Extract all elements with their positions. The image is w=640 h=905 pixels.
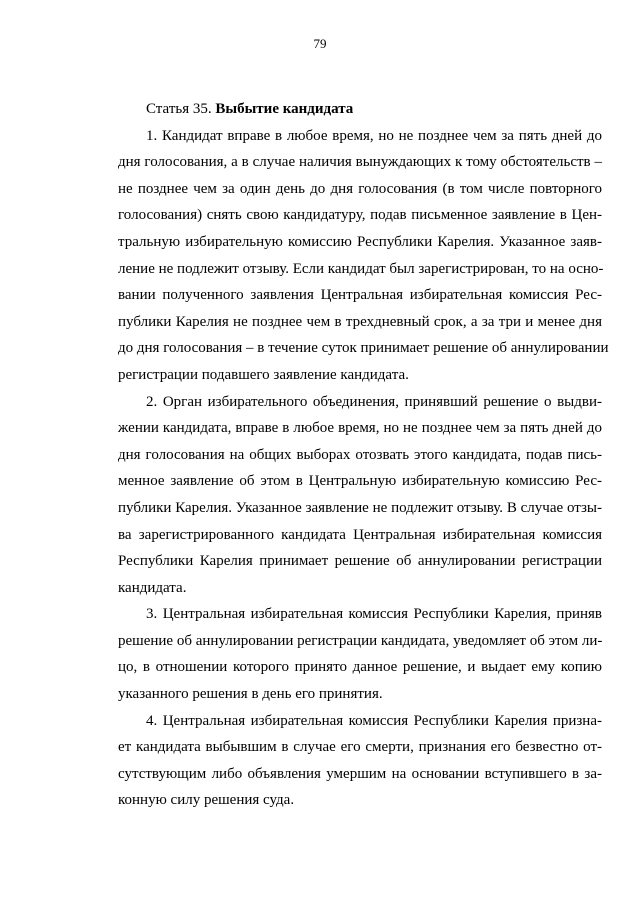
text-line: регистрации подавшего заявление кандидата. xyxy=(118,366,409,383)
text-line: цо, в отношении которого принято данное решение, и выдает ему копию xyxy=(118,659,602,676)
article-title: Выбытие кандидата xyxy=(215,101,354,117)
paragraphs xyxy=(118,123,609,814)
text-line: жении кандидата, вправе в любое время, но не позднее чем за пять дней до xyxy=(118,420,602,437)
text-line: до дня голосования – в течение суток принимает решение об аннулировании xyxy=(118,340,609,357)
text-line: конную силу решения суда. xyxy=(118,792,295,809)
article-label: Статья 35. xyxy=(146,101,212,117)
text-line: 1. Кандидат вправе в любое время, но не позднее чем за пять дней до xyxy=(146,127,602,144)
text-line: вании полученного заявления Центральная избирательная комиссия Рес- xyxy=(118,287,602,304)
paragraph-3 xyxy=(118,601,602,707)
text-line: Республики Карелия принимает решение об аннулировании регистрации xyxy=(118,553,602,570)
text-line: публики Карелия. Указанное заявление не подлежит отзыву. В случае отзы- xyxy=(118,499,602,516)
text-line: кандидата. xyxy=(118,579,187,596)
text-line: дня голосования, а в случае наличия вынуждающих к тому обстоятельств – xyxy=(118,154,602,171)
text-line: не позднее чем за один день до дня голосования (в том числе повторного xyxy=(118,180,602,197)
text-line: решение об аннулировании регистрации кандидата, уведомляет об этом ли- xyxy=(118,632,603,649)
text-line: менное заявление об этом в Центральную избирательную комиссию Рес- xyxy=(118,473,602,490)
text-line: ва зарегистрированного кандидата Центральная избирательная комиссия xyxy=(118,526,602,543)
text-line: публики Карелия не позднее чем в трехдневный срок, а за три и менее дня xyxy=(118,313,602,330)
text-line: сутствующим либо объявления умершим на основании вступившего в за- xyxy=(118,765,602,782)
text-line: дня голосования на общих выборах отозвать этого кандидата, подав пись- xyxy=(118,446,602,463)
text-line: тральную избирательную комиссию Республики Карелия. Указанное заяв- xyxy=(118,233,602,250)
paragraph-1 xyxy=(118,123,609,389)
text-line: 3. Центральная избирательная комиссия Республики Карелия, приняв xyxy=(146,606,602,623)
document-body xyxy=(118,96,609,814)
text-line: ление не подлежит отзыву. Если кандидат был зарегистрирован, то на осно- xyxy=(118,260,604,277)
text-line: указанного решения в день его принятия. xyxy=(118,686,383,703)
text-line: ет кандидата выбывшим в случае его смерти, признания его безвестно от- xyxy=(118,739,602,756)
text-line: 2. Орган избирательного объединения, принявший решение о выдви- xyxy=(146,393,602,410)
text-line: голосования) снять свою кандидатуру, подав письменное заявление в Цен- xyxy=(118,207,602,224)
text-line: 4. Центральная избирательная комиссия Республики Карелия призна- xyxy=(146,712,602,729)
paragraph-4 xyxy=(118,708,602,814)
paragraph-2 xyxy=(118,389,602,602)
page-number: 79 xyxy=(313,36,327,51)
article-heading xyxy=(118,96,602,123)
